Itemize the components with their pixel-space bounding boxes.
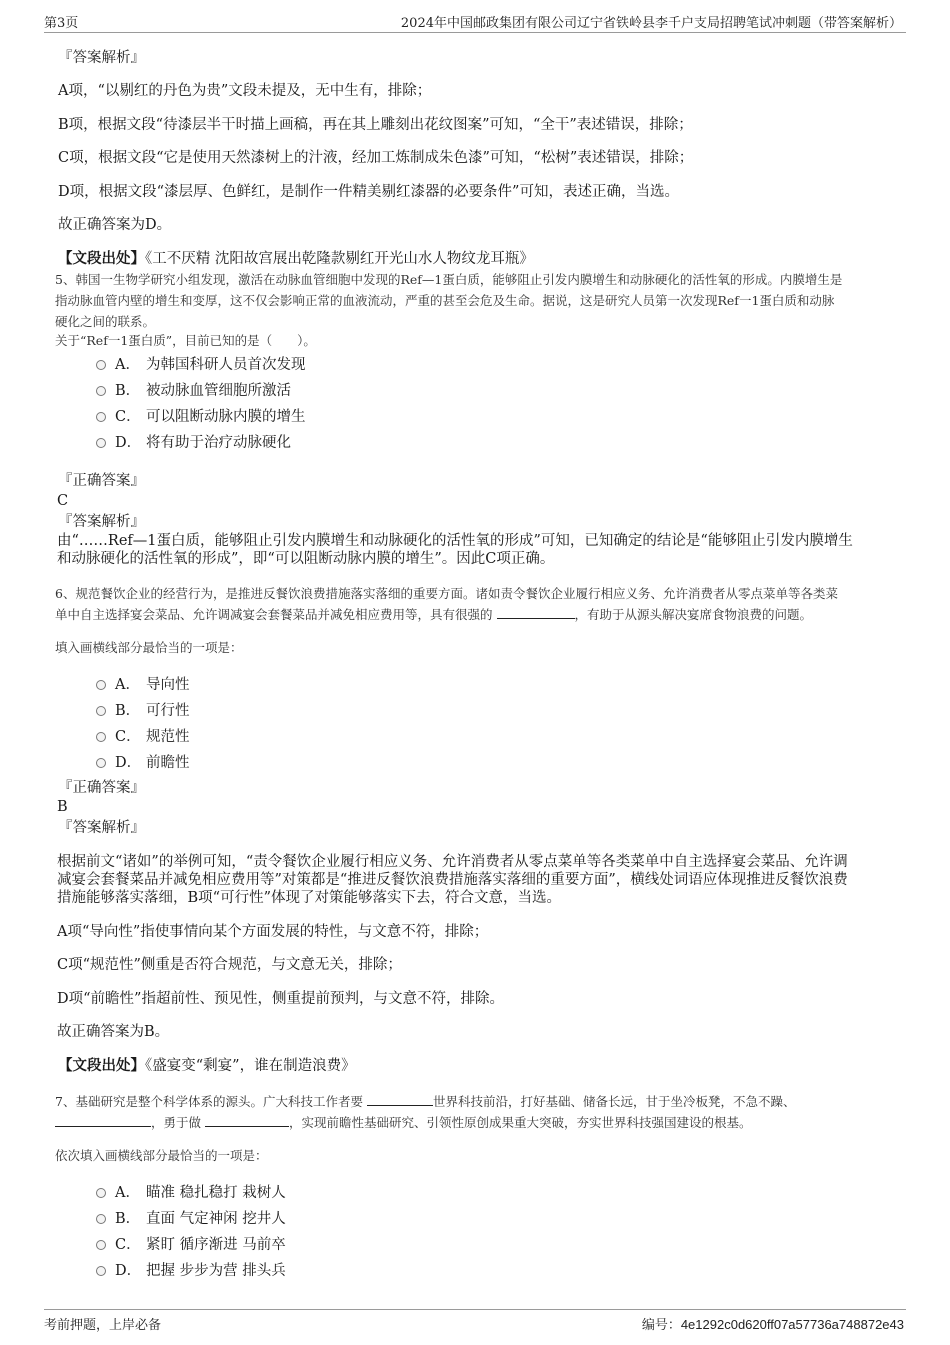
question-stem-line: 指动脉血管内壁的增生和变厚，这不仅会影响正常的血液流动，严重的甚至会危及生命。据说，这是研究人员第一次发现Ref一1蛋白质和动脉 [55, 293, 835, 308]
analysis-line: A项“导向性”指使事情向某个方面发展的特性，与文意不符，排除； [57, 924, 489, 940]
option-a[interactable]: A． 为韩国科研人员首次发现 [96, 353, 306, 374]
analysis-line: B项，根据文段“待漆层半干时描上画稿，再在其上雕刻出花纹图案”可知，“全干”表述错误，排除； [58, 117, 693, 133]
analysis-label: 『答案解析』 [58, 50, 145, 66]
footer-slogan: 考前押题，上岸必备 [44, 1318, 162, 1333]
analysis-line: A项，“以剔红的丹色为贵”文段未提及，无中生有，排除； [58, 83, 432, 99]
radio-icon[interactable] [96, 758, 106, 768]
footer-divider [44, 1309, 906, 1310]
question-stem-line: 7、基础研究是整个科学体系的源头。广大科技工作者要 世界科技前沿，打好基础、储备长远，甘于坐冷板凳，不急不躁、 [55, 1094, 796, 1109]
answer-label: 『正确答案』 [58, 780, 145, 796]
source-label: 【文段出处】 [58, 250, 145, 267]
option-c[interactable]: C． 规范性 [96, 725, 190, 746]
correct-answer: C [57, 493, 69, 509]
option-a[interactable]: A． 导向性 [96, 673, 190, 694]
question-stem-line: 6、规范餐饮企业的经营行为，是推进反餐饮浪费措施落实落细的重要方面。诸如责令餐饮企业履行相应义务、允许消费者从零点菜单等各类菜 [55, 586, 838, 601]
analysis-line: C项“规范性”侧重是否符合规范，与文意无关，排除； [57, 957, 402, 973]
fill-blank [367, 1093, 433, 1106]
answer-conclusion: 故正确答案为D。 [58, 217, 172, 233]
option-b[interactable]: B． 被动脉血管细胞所激活 [96, 379, 291, 400]
fill-blank [497, 606, 575, 619]
question-prompt: 填入画横线部分最恰当的一项是： [55, 640, 243, 655]
radio-icon[interactable] [96, 1214, 106, 1224]
source-text: 《盛宴变“剩宴”，谁在制造浪费》 [145, 1058, 356, 1074]
option-a[interactable]: A． 瞄准 稳扎稳打 栽树人 [96, 1181, 286, 1202]
radio-icon[interactable] [96, 1188, 106, 1198]
option-b[interactable]: B． 可行性 [96, 699, 190, 720]
correct-answer: B [57, 799, 68, 815]
radio-icon[interactable] [96, 732, 106, 742]
analysis-line: 和动脉硬化的活性氧的形成”，即“可以阻断动脉内膜的增生”。因此C项正确。 [57, 551, 555, 567]
analysis-label: 『答案解析』 [58, 514, 145, 530]
question-stem-line: 5、韩国一生物学研究小组发现，激活在动脉血管细胞中发现的Ref—1蛋白质，能够阻止引发内膜增生和动脉硬化的活性氧的形成。内膜增生是 [55, 272, 843, 287]
analysis-line: C项，根据文段“它是使用天然漆树上的汁液，经加工炼制成朱色漆”可知，“松树”表述错误，排除； [58, 150, 694, 166]
document-code: 编号：4e1292c0d620ff07a57736a748872e43 [641, 1317, 904, 1333]
radio-icon[interactable] [96, 706, 106, 716]
answer-label: 『正确答案』 [58, 473, 145, 489]
option-d[interactable]: D． 把握 步步为营 排头兵 [96, 1259, 286, 1280]
source-text: 《工不厌精 沈阳故宫展出乾隆款剔红开光山水人物纹龙耳瓶》 [145, 251, 534, 267]
radio-icon[interactable] [96, 680, 106, 690]
radio-icon[interactable] [96, 412, 106, 422]
source-citation [58, 1056, 356, 1076]
option-c[interactable]: C． 紧盯 循序渐进 马前卒 [96, 1233, 286, 1254]
question-prompt: 依次填入画横线部分最恰当的一项是： [55, 1148, 268, 1163]
source-label: 【文段出处】 [58, 1057, 145, 1074]
analysis-label: 『答案解析』 [58, 820, 145, 836]
radio-icon[interactable] [96, 438, 106, 448]
analysis-line: 根据前文“诸如”的举例可知，“责令餐饮企业履行相应义务、允许消费者从零点菜单等各类菜单中自主选择宴会菜品、允许调 [57, 854, 848, 870]
option-d[interactable]: D． 前瞻性 [96, 751, 190, 772]
answer-conclusion: 故正确答案为B。 [57, 1024, 170, 1040]
question-stem-line: 单中自主选择宴会菜品、允许调减宴会套餐菜品并减免相应费用等，具有很强的 ，有助于从源头解决宴席食物浪费的问题。 [55, 607, 813, 622]
fill-blank [205, 1114, 289, 1127]
header-divider [44, 32, 906, 33]
analysis-line: 减宴会套餐菜品并减免相应费用等”对策都是“推进反餐饮浪费措施落实落细的重要方面”，横线处词语应体现推进反餐饮浪费 [57, 872, 848, 888]
page-number: 第3页 [44, 16, 79, 31]
radio-icon[interactable] [96, 1240, 106, 1250]
document-title: 2024年中国邮政集团有限公司辽宁省铁岭县李千户支局招聘笔试冲刺题（带答案解析） [400, 16, 902, 31]
radio-icon[interactable] [96, 386, 106, 396]
radio-icon[interactable] [96, 360, 106, 370]
option-d[interactable]: D． 将有助于治疗动脉硬化 [96, 431, 291, 452]
analysis-line: 措施能够落实落细，B项“可行性”体现了对策能够落实下去，符合文意，当选。 [57, 890, 561, 906]
analysis-line: D项“前瞻性”指超前性、预见性，侧重提前预判，与文意不符，排除。 [57, 991, 504, 1007]
question-stem-line: ，勇于做 ，实现前瞻性基础研究、引领性原创成果重大突破，夯实世界科技强国建设的根基。 [55, 1113, 752, 1132]
radio-icon[interactable] [96, 1266, 106, 1276]
option-b[interactable]: B． 直面 气定神闲 挖井人 [96, 1207, 286, 1228]
fill-blank [55, 1114, 151, 1127]
question-stem-line: 硬化之间的联系。 [55, 314, 156, 329]
analysis-line: D项，根据文段“漆层厚、色鲜红，是制作一件精美剔红漆器的必要条件”可知，表述正确，当选。 [58, 184, 679, 200]
question-prompt: 关于“Ref一1蛋白质”，目前已知的是（ ）。 [55, 333, 316, 348]
option-c[interactable]: C． 可以阻断动脉内膜的增生 [96, 405, 306, 426]
analysis-line: 由“……Ref—1蛋白质，能够阻止引发内膜增生和动脉硬化的活性氧的形成”可知，已知确定的结论是“能够阻止引发内膜增生 [57, 533, 853, 549]
source-citation [58, 249, 534, 269]
